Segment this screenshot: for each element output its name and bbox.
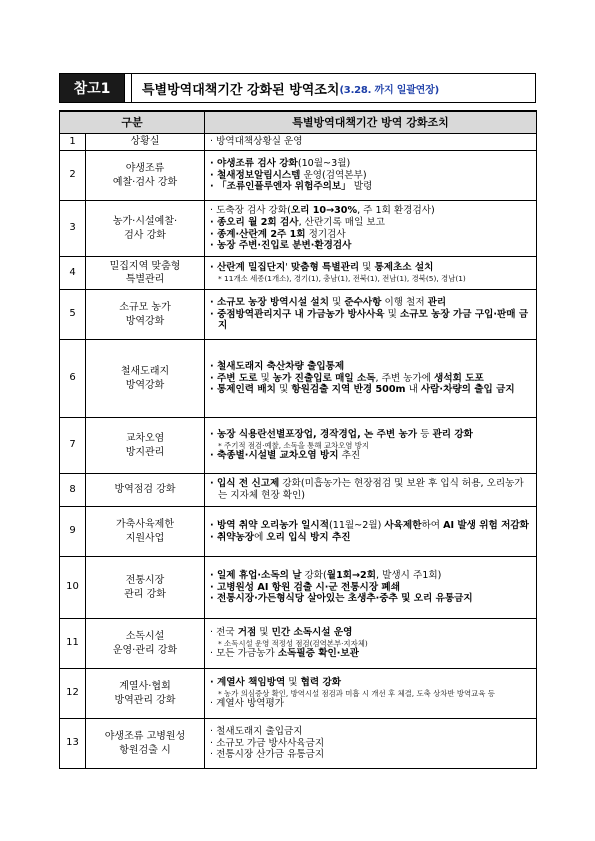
measure-text: 맞춤형 특별관리	[290, 262, 360, 274]
measure-item	[210, 582, 532, 594]
measure-text: · 전국	[210, 626, 238, 638]
row-measures	[205, 340, 537, 418]
table-row	[60, 474, 537, 507]
measure-text: · 「조류인플루엔자 위험주의보」	[210, 181, 351, 193]
measure-text: · 모든 가금농가	[210, 648, 278, 660]
measure-item	[210, 240, 532, 252]
row-category	[86, 340, 205, 418]
row-category	[86, 201, 205, 257]
measure-text: 강화(미흡농가는 현장점검 및 보완 후 입식 허용, 오리농가는 지자체 현장 확인)	[218, 478, 524, 501]
measure-text: 및	[285, 676, 301, 688]
measure-text: · 소규모 가금 방사사육금지	[210, 737, 325, 749]
table-row	[60, 669, 537, 719]
category-line: 방역관리 강화	[114, 694, 176, 706]
row-number: 1	[60, 134, 86, 151]
row-measures	[205, 619, 537, 669]
row-category	[86, 151, 205, 201]
measure-text: 항원검출 지역 반경 500m	[291, 384, 406, 396]
measure-text: · 취약농장	[210, 531, 255, 543]
measure-text: , 발생시 주1회)	[376, 569, 442, 581]
measure-text: 및	[384, 308, 400, 320]
row-category	[86, 669, 205, 719]
measure-text: · 전통시장 산가금 유통금지	[210, 749, 325, 761]
category-line: 검사 강화	[124, 229, 166, 241]
measure-text: 생석회 도포	[434, 372, 484, 384]
measure-text: · 야생조류 검사 강화	[210, 157, 298, 169]
measure-item	[210, 181, 532, 193]
measure-item	[210, 738, 532, 750]
measure-item	[210, 726, 532, 738]
measure-text: 오리 입식 방지 추진	[266, 531, 351, 543]
measure-item	[210, 170, 532, 182]
measure-text: · 도축장 검사 강화(	[210, 205, 291, 217]
measure-text: AI 발생 위험 저감화	[443, 519, 529, 531]
measure-item	[210, 627, 532, 639]
category-line: 상황실	[130, 136, 160, 148]
measure-item	[210, 205, 532, 217]
measure-text: 월1회→2회	[326, 569, 376, 581]
category-line: 지원사업	[125, 532, 165, 544]
row-category	[86, 507, 205, 557]
row-measures	[205, 290, 537, 340]
measure-text: · 철새도래지 출입금지	[210, 725, 303, 737]
measure-text: 추진	[338, 450, 361, 462]
measure-item	[210, 593, 532, 605]
measure-text: 관리	[427, 296, 447, 308]
category-line: 야생조류	[125, 163, 165, 174]
category-line: 철새도래지	[120, 366, 170, 377]
row-measures	[205, 134, 537, 151]
measure-text: * 소독시설 운영 적정성 점검(검역본부·지자체)	[218, 638, 368, 648]
measure-note	[210, 274, 532, 284]
measure-item	[210, 532, 532, 544]
measure-text: , 산란기록 매일 보고	[298, 216, 385, 228]
measure-text: · 주변 도로	[210, 372, 258, 384]
category-line: 소규모 농가	[119, 302, 171, 313]
measure-text: · 전통시장·가든형식당 살아있는 초생추·중추 및 오리 유통금지	[210, 593, 473, 605]
row-category	[86, 418, 205, 474]
measure-text: 관리 강화	[432, 428, 473, 440]
row-measures	[205, 474, 537, 507]
measure-item	[210, 478, 532, 501]
measure-note	[210, 689, 532, 699]
measure-item	[210, 158, 532, 170]
measure-text: '	[285, 262, 291, 274]
measure-text: · 방역 취약 오리농가 일시적	[210, 519, 329, 531]
row-measures	[205, 557, 537, 619]
category-line: 예찰·검사 강화	[112, 176, 178, 188]
measure-text: 거점	[237, 626, 257, 638]
measure-text: 준수사항	[344, 296, 382, 308]
measure-text: 및	[257, 372, 273, 384]
measure-item	[210, 450, 532, 462]
measure-text: (10월~3월)	[297, 157, 351, 169]
category-line: 야생조류 고병원성	[104, 731, 186, 742]
measure-text: , 주 1회 환경검사)	[357, 205, 435, 217]
measure-text: (11월~2월)	[328, 519, 385, 531]
header-category: 구분	[60, 111, 205, 134]
measure-item	[210, 309, 532, 332]
category-line: 방지관리	[125, 446, 165, 458]
row-measures	[205, 719, 537, 769]
measure-text: · 입식 전 신고제	[210, 478, 280, 490]
measures-table	[59, 110, 537, 769]
category-line: 방역강화	[125, 379, 165, 391]
measure-text: · 철새정보알림시스템	[210, 169, 301, 181]
measure-text: 하여	[421, 519, 444, 531]
reference-banner	[59, 73, 536, 103]
measure-text: · 종계·산란계 2주 1회	[210, 228, 306, 240]
measure-text: · 중점방역관리지구 내 가금농가 방사사육	[210, 308, 385, 320]
category-line: 항원검출 시	[119, 744, 171, 756]
measure-item	[210, 749, 532, 761]
table-row	[60, 719, 537, 769]
measure-text: 정기검사	[305, 228, 346, 240]
category-line: 관리 강화	[124, 588, 166, 600]
table-row	[60, 340, 537, 418]
measure-item	[210, 570, 532, 582]
measure-text: · 일제 휴업·소독의 날	[210, 569, 302, 581]
measure-text: · 산란계 밀집단지	[210, 262, 286, 274]
row-number: 13	[60, 719, 86, 769]
table-header-row	[60, 111, 537, 134]
measure-text: · 통제인력 배치	[210, 384, 276, 396]
row-number: 10	[60, 557, 86, 619]
measure-item	[210, 262, 532, 274]
banner-divider	[125, 74, 132, 102]
category-line: 교차오염	[125, 433, 165, 444]
measure-text: · 고병원성 AI 항원 검출 시·군 전통시장 폐쇄	[210, 581, 400, 593]
measure-text: 발령	[350, 181, 373, 193]
banner-title: 특별방역대책기간 강화된 방역조치	[142, 82, 340, 98]
banner-title-wrap	[132, 74, 535, 102]
category-line: 소독시설	[125, 631, 165, 642]
row-number: 8	[60, 474, 86, 507]
measure-text: 오리 10→30%	[290, 205, 358, 217]
measure-item	[210, 648, 532, 660]
measure-text: 등	[417, 428, 433, 440]
category-line: 방역점검 강화	[114, 484, 176, 496]
measure-note	[210, 639, 532, 649]
banner-note: (3.28. 까지 일괄연장)	[339, 84, 439, 96]
row-category	[86, 290, 205, 340]
row-measures	[205, 669, 537, 719]
measure-text: 및	[275, 384, 292, 396]
measure-text: · 농장 주변·진입로 분변·환경검사	[210, 240, 352, 252]
measure-text: · 농장 식용란선별포장업, 경작경업, 논 주변 농가	[210, 428, 418, 440]
table-body	[60, 134, 537, 769]
measure-text: · 계열사 책임방역	[210, 676, 286, 688]
table-row	[60, 151, 537, 201]
measure-item	[210, 229, 532, 241]
measure-text: 사람·차량의 출입 금지	[420, 384, 515, 396]
measure-item	[210, 677, 532, 689]
measure-text: 내	[405, 384, 421, 396]
measure-text: · 방역대책상황실 운영	[210, 136, 303, 148]
measure-text: · 계열사 방역평가	[210, 698, 285, 710]
measure-item	[210, 217, 532, 229]
measure-text: * 농가 의심증상 확인, 방역시설 점검과 미흡 시 개선 후 체결, 도축 상차반 방역교육 등	[218, 688, 495, 698]
header-measures: 특별방역대책기간 방역 강화조치	[205, 111, 537, 134]
measure-text: , 주변 농가에	[375, 372, 435, 384]
row-category	[86, 474, 205, 507]
measure-text: 소독필증 확인·보관	[277, 648, 359, 660]
row-number: 3	[60, 201, 86, 257]
category-line: 운영·관리 강화	[112, 644, 178, 656]
row-measures	[205, 418, 537, 474]
table-row	[60, 418, 537, 474]
category-line: 특별관리	[125, 274, 165, 285]
category-line: 농가·시설예찰·	[112, 216, 178, 227]
row-category	[86, 134, 205, 151]
measure-item	[210, 136, 532, 148]
measure-item	[210, 520, 532, 532]
table-row	[60, 619, 537, 669]
measure-text: * 주기적 점검·예찰, 소독을 통해 교차오염 방지	[218, 440, 370, 450]
measure-note	[210, 441, 532, 451]
measure-text: · 종오리 월 2회 검사	[210, 216, 299, 228]
table-row	[60, 201, 537, 257]
measure-text: 운영(검역본부)	[300, 169, 367, 181]
measure-text: * 11개소 세종(1개소), 경기(1), 충남(1), 전북(1), 전남(1), 경북(5), 경남(1)	[218, 274, 466, 284]
reference-tag: 참고1	[60, 74, 125, 102]
measure-item	[210, 373, 532, 385]
measure-text: 및	[256, 626, 272, 638]
measure-text: 이행 철저	[381, 296, 428, 308]
row-number: 5	[60, 290, 86, 340]
category-line: 방역강화	[125, 315, 165, 327]
category-line: 가축사육제한	[116, 519, 174, 530]
row-number: 7	[60, 418, 86, 474]
category-line: 계열사·협회	[119, 681, 171, 692]
measure-item	[210, 297, 532, 309]
measure-text: 통제초소 설치	[374, 262, 434, 274]
row-measures	[205, 151, 537, 201]
category-line: 밀집지역 맞춤형	[109, 260, 181, 272]
measure-text: · 축종별·시설별 교차오염 방지	[210, 450, 339, 462]
row-number: 2	[60, 151, 86, 201]
category-line: 전통시장	[125, 575, 165, 586]
table-row	[60, 134, 537, 151]
measure-text: 사육제한	[384, 519, 422, 531]
row-category	[86, 557, 205, 619]
measure-text: 및	[328, 296, 345, 308]
row-category	[86, 719, 205, 769]
table-row	[60, 557, 537, 619]
measure-text: 소규모 농장 가금 구입·판매 금지	[218, 308, 529, 332]
measure-text: · 소규모 농장 방역시설 설치	[210, 296, 329, 308]
row-number: 6	[60, 340, 86, 418]
row-measures	[205, 201, 537, 257]
row-category	[86, 257, 205, 290]
row-measures	[205, 257, 537, 290]
measure-item	[210, 429, 532, 441]
measure-item	[210, 698, 532, 710]
row-measures	[205, 507, 537, 557]
measure-item	[210, 384, 532, 396]
measure-text: 에	[254, 531, 267, 543]
measure-text: 협력 강화	[300, 676, 342, 688]
table-row	[60, 507, 537, 557]
table-row	[60, 257, 537, 290]
row-number: 4	[60, 257, 86, 290]
row-category	[86, 619, 205, 669]
table-row	[60, 290, 537, 340]
measure-text: 민간 소독시설 운영	[271, 626, 353, 638]
row-number: 9	[60, 507, 86, 557]
row-number: 11	[60, 619, 86, 669]
measure-item	[210, 361, 532, 373]
measure-text: 농가 진출입로 매일 소독	[272, 372, 376, 384]
measure-text: · 철새도래지 축산차량 출입통제	[210, 360, 345, 372]
measure-text: 강화(	[301, 569, 327, 581]
measure-text: 및	[359, 262, 375, 274]
row-number: 12	[60, 669, 86, 719]
